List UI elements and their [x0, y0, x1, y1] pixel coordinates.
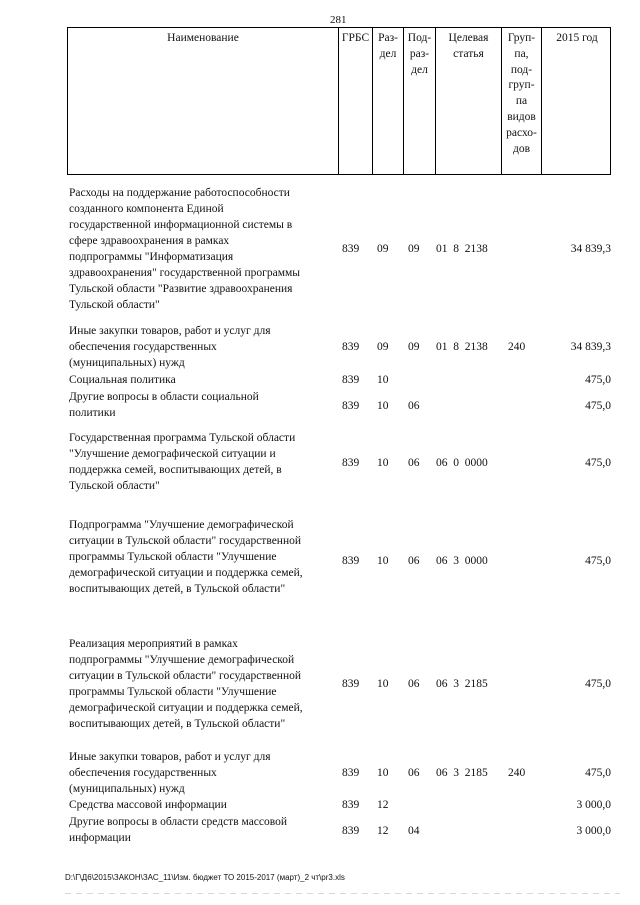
header-grbs: ГРБС	[338, 28, 372, 174]
row-grbs: 839	[342, 457, 360, 469]
row-grbs: 839	[342, 799, 360, 811]
row-amount: 475,0	[585, 457, 611, 469]
row-grbs: 839	[342, 243, 360, 255]
row-razdel: 10	[377, 767, 389, 779]
row-podrazdel: 04	[408, 825, 420, 837]
row-celevaya: 06 3 0000	[436, 555, 488, 567]
row-amount: 34 839,3	[570, 341, 611, 353]
page-number: 281	[330, 14, 347, 26]
row-celevaya: 06 0 0000	[436, 457, 488, 469]
row-name: Иные закупки товаров, работ и услуг для обеспечения государственных (муниципальных) нужд	[69, 325, 271, 369]
scan-artifact-line	[65, 893, 620, 894]
row-amount: 475,0	[585, 678, 611, 690]
row-amount: 3 000,0	[576, 799, 611, 811]
file-path-footer: D:\Г\Д6\2015\ЗАКОН\ЗАС_11\Изм. бюджет ТО 2015-2017 (март)_2 чт\pr3.xls	[65, 873, 345, 882]
row-grbs: 839	[342, 825, 360, 837]
row-grbs: 839	[342, 341, 360, 353]
row-celevaya: 01 8 2138	[436, 243, 488, 255]
row-razdel: 12	[377, 799, 389, 811]
header-gruppa: Груп- па, под- груп- па видов расхо- дов	[501, 28, 541, 174]
row-podrazdel: 06	[408, 767, 420, 779]
row-razdel: 10	[377, 457, 389, 469]
row-podrazdel: 06	[408, 555, 420, 567]
row-name: Другие вопросы в области социальной политики	[69, 391, 259, 419]
row-razdel: 09	[377, 341, 389, 353]
row-celevaya: 01 8 2138	[436, 341, 488, 353]
row-grbs: 839	[342, 767, 360, 779]
row-amount: 475,0	[585, 767, 611, 779]
row-name: Реализация мероприятий в рамках подпрограммы "Улучшение демографической ситуации в Тульской области" государственной программы Тульской области "Улучшение демографической ситуации и поддержка семей, воспитывающих детей, в Тульской области"	[69, 638, 303, 730]
row-celevaya: 06 3 2185	[436, 678, 488, 690]
row-razdel: 09	[377, 243, 389, 255]
row-name: Средства массовой информации	[69, 799, 227, 811]
row-podrazdel: 09	[408, 341, 420, 353]
row-name: Иные закупки товаров, работ и услуг для обеспечения государственных (муниципальных) нужд	[69, 751, 271, 795]
row-grbs: 839	[342, 555, 360, 567]
row-podrazdel: 06	[408, 457, 420, 469]
row-amount: 3 000,0	[576, 825, 611, 837]
row-vid: 240	[508, 767, 526, 779]
row-amount: 475,0	[585, 374, 611, 386]
row-grbs: 839	[342, 374, 360, 386]
header-year: 2015 год	[541, 28, 612, 174]
table-header	[67, 27, 611, 175]
header-name: Наименование	[167, 32, 239, 44]
row-podrazdel: 09	[408, 243, 420, 255]
row-razdel: 10	[377, 400, 389, 412]
row-podrazdel: 06	[408, 678, 420, 690]
row-razdel: 10	[377, 678, 389, 690]
header-razdel: Раз- дел	[372, 28, 403, 174]
row-celevaya: 06 3 2185	[436, 767, 488, 779]
header-podrazdel: Под- раз- дел	[403, 28, 435, 174]
row-name: Государственная программа Тульской области "Улучшение демографической ситуации и поддержка семей, воспитывающих детей, в Тульской области"	[69, 432, 296, 492]
row-razdel: 10	[377, 555, 389, 567]
row-amount: 34 839,3	[570, 243, 611, 255]
header-celevaya: Целевая статья	[435, 28, 501, 174]
row-grbs: 839	[342, 678, 360, 690]
row-name: Другие вопросы в области средств массовой информации	[69, 816, 288, 844]
row-razdel: 12	[377, 825, 389, 837]
row-vid: 240	[508, 341, 526, 353]
row-grbs: 839	[342, 400, 360, 412]
row-name: Социальная политика	[69, 374, 176, 386]
row-amount: 475,0	[585, 555, 611, 567]
row-razdel: 10	[377, 374, 389, 386]
row-amount: 475,0	[585, 400, 611, 412]
row-name: Расходы на поддержание работоспособности созданного компонента Единой государственной информационной системы в сфере здравоохранения в рамках подпрограммы "Информатизация здравоохранения" государственной программы Тульской области "Развитие здравоохранения Тульской области"	[69, 187, 300, 311]
row-name: Подпрограмма "Улучшение демографической ситуации в Тульской области" государственной программы Тульской области "Улучшение демографической ситуации и поддержка семей, воспитывающих детей, в Тульской области"	[69, 519, 303, 595]
row-podrazdel: 06	[408, 400, 420, 412]
